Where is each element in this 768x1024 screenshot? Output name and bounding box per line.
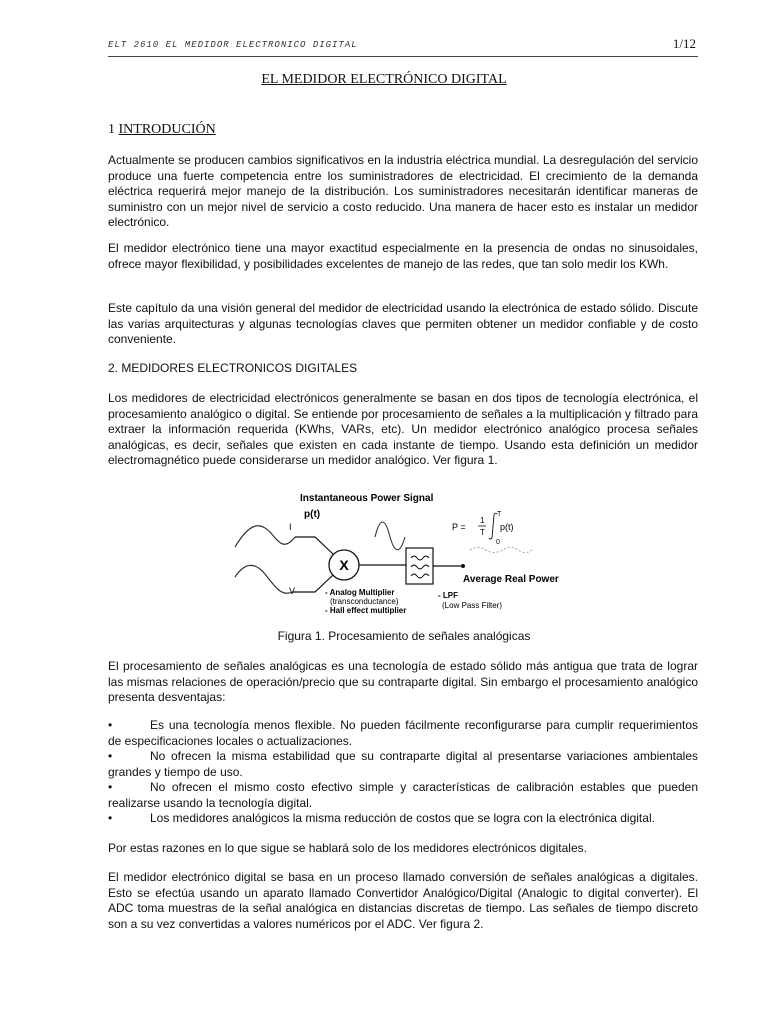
figure-signal-label: p(t) [304,509,321,520]
list-item-text: No ofrecen el mismo costo efectivo simple y características de calibración estables que pueden realizarse usando la tecnología digital. [108,780,698,810]
page-number: 1/12 [672,36,696,51]
formula-lhs: P = [452,522,466,532]
list-item [108,780,698,811]
section-1-title: INTRODUCIÓN [118,122,216,137]
averaged-signal-icon [470,548,532,553]
intro-paragraph-1: Actualmente se producen cambios significativos en la industria eléctrica mundial. La desregulación del servicio produce una fuerte competencia entre los suministradores de electricidad. El crecimiento de la demanda eléctrica requerirá mejor manejo de la distribución. Los suministradores necesitarán identificar maneras de suministro con un mejor nivel de servicio a costo reducido. Una manera de hacer esto es instalar un medidor electrónico. [108,153,698,229]
formula-lower-limit: 0 [496,539,500,546]
list-item [108,718,698,749]
intro-paragraph-2: El medidor electrónico tiene una mayor exactitud especialmente en la presencia de ondas no sinusoidales, ofrece mayor flexibilidad, y posibilidades excelentes de manejo de las redes, que tan solo medir los KWh. [108,241,698,271]
multiplier-note-2: (transconductance) [330,597,399,606]
formula-denominator: T [480,528,485,537]
bullet-icon: • [108,718,113,732]
voltage-wave-icon [235,565,292,593]
current-wave-icon [235,526,295,547]
document-title [0,72,768,88]
running-title: ELT 2610 EL MEDIDOR ELECTRONICO DIGITAL [108,40,358,50]
section-2-paragraph-4: El medidor electrónico digital se basa en un proceso llamado conversión de señales analógicas a digitales. Esto se efectúa usando un aparato llamado Convertidor Analógico/Digital (Analogic to digital converter). El ADC toma muestras de la señal analógica en distancias discretas de tiempo. Las señales de tiempo discreto son a su vez convertidas a valores numéricos por el ADC. Ver figura 2. [108,870,698,931]
list-item-text: No ofrecen la misma estabilidad que su contraparte digital al presentarse variaciones ambientales grandes y tiempo de uso. [108,749,698,779]
list-item [108,811,698,827]
formula-upper-limit: T [497,511,502,518]
intro-paragraph-3: Este capítulo da una visión general del medidor de electricidad usando la electrónica de estado sólido. Discute las varias arquitecturas y algunas tecnologías claves que permiten obtener un medidor confiable y de costo conveniente. [108,301,698,346]
bullet-icon: • [108,811,113,825]
bullet-icon: • [108,780,113,794]
multiplier-note-1: - Analog Multiplier [325,588,395,597]
list-item-text: Los medidores analógicos la misma reducción de costos que se logra con la electrónica digital. [150,811,655,825]
section-1-heading [108,122,216,138]
output-label: Average Real Power [463,574,559,585]
output-node-icon [461,564,465,568]
running-header [108,36,698,57]
filter-note-1: - LPF [438,591,458,600]
formula-numerator: 1 [480,516,485,525]
figure-1-diagram [230,492,580,622]
document-title-text: EL MEDIDOR ELECTRÓNICO DIGITAL [261,72,507,87]
filter-note-2: (Low Pass Filter) [442,601,503,610]
figure-input-i: I [289,522,292,532]
section-2-paragraph-1: Los medidores de electricidad electrónicos generalmente se basan en dos tipos de tecnología electrónica, el procesamiento analógico o digital. Se entiende por procesamiento de señales a la multiplicación y filtrado para extraer la información requerida (KWhs, VARs, etc). Un medidor electrónico analógico procesa señales analógicas, es decir, señales que existen en cada instante de tiempo. Usando esta definición un medidor electromagnético puede considerarse un medidor analógico. Ver figura 1. [108,391,698,467]
formula-integrand: p(t) [500,522,514,532]
disadvantages-list [108,718,698,827]
list-item-text: Es una tecnología menos flexible. No pueden fácilmente reconfigurarse para cumplir requerimientos de especificaciones locales o actualizaciones. [108,718,698,748]
figure-input-v: V [289,586,296,596]
section-2-heading: 2. MEDIDORES ELECTRONICOS DIGITALES [108,361,358,375]
current-connector [295,537,333,554]
section-2-paragraph-2: El procesamiento de señales analógicas es una tecnología de estado sólido más antigua que trata de lograr las mismas relaciones de operación/precio que su contraparte digital. Sin embargo el procesamiento analógico presenta desventajas: [108,659,698,704]
power-wave-icon [375,522,405,550]
low-pass-filter-box-icon [406,548,433,584]
integral-icon [489,513,497,539]
section-2-paragraph-3: Por estas razones en lo que sigue se hablará solo de los medidores electrónicos digitales. [108,841,587,855]
multiplier-note-3: - Hall effect multiplier [325,606,407,615]
multiplier-symbol: X [339,557,349,573]
figure-1-caption: Figura 1. Procesamiento de señales analógicas [277,629,531,643]
section-1-number: 1 [108,122,115,137]
figure-title: Instantaneous Power Signal [300,493,434,504]
list-item [108,749,698,780]
bullet-icon: • [108,749,113,763]
